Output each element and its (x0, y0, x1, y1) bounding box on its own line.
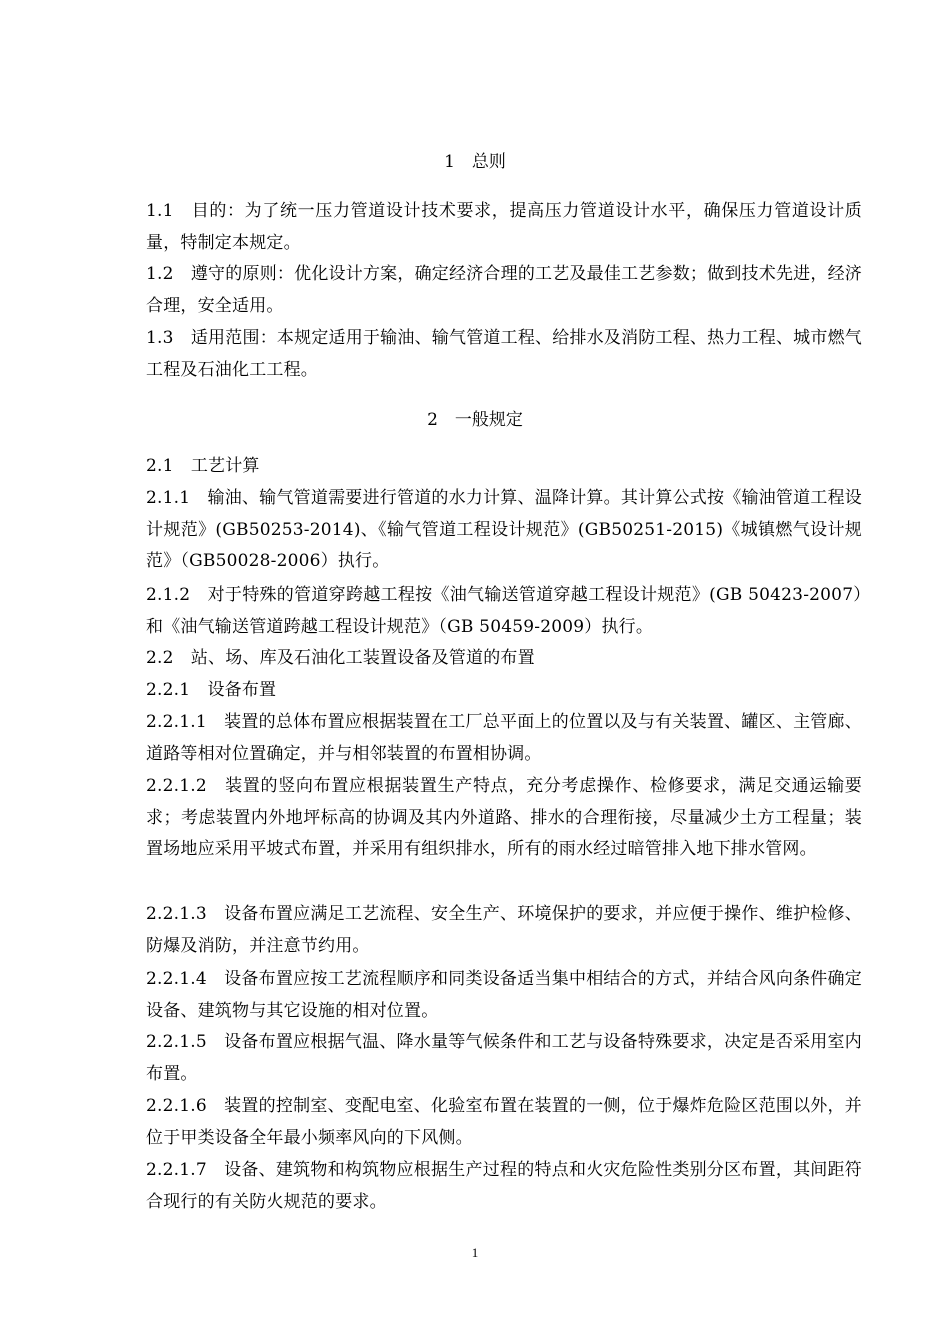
section-2-2-1-4-paragraph: 2.2.1.4 设备布置应按工艺流程顺序和同类设备适当集中相结合的方式，并结合风向条件确定设备、建筑物与其它设施的相对位置。 (146, 969, 862, 1021)
section-2-2-1-6-paragraph: 2.2.1.6 装置的控制室、变配电室、化验室布置在装置的一侧，位于爆炸危险区范围以外，并位于甲类设备全年最小频率风向的下风侧。 (146, 1096, 862, 1148)
page-number: 1 (471, 1245, 479, 1260)
section-2-1-2-paragraph: 2.1.2 对于特殊的管道穿跨越工程按《油气输送管道穿越工程设计规范》(GB 50423-2007）和《油气输送管道跨越工程设计规范》（GB 50459-2009）执行。 (146, 585, 862, 637)
section-2-2-1-7-paragraph: 2.2.1.7 设备、建筑物和构筑物应根据生产过程的特点和火灾危险性类别分区布置，其间距符合现行的有关防火规范的要求。 (146, 1160, 862, 1212)
section-2-2-1-5-paragraph: 2.2.1.5 设备布置应根据气温、降水量等气候条件和工艺与设备特殊要求，决定是否采用室内布置。 (146, 1032, 862, 1084)
section-1-1-paragraph: 1.1 目的：为了统一压力管道设计技术要求，提高压力管道设计水平，确保压力管道设计质量，特制定本规定。 (146, 201, 862, 253)
section-1-2-paragraph: 1.2 遵守的原则：优化设计方案，确定经济合理的工艺及最佳工艺参数；做到技术先进，经济合理，安全适用。 (146, 264, 862, 316)
section-2-1-heading: 2.1 工艺计算 (146, 456, 260, 476)
section-2-2-1-2-paragraph: 2.2.1.2 装置的竖向布置应根据装置生产特点，充分考虑操作、检修要求，满足交通运输要求；考虑装置内外地坪标高的协调及其内外道路、排水的合理衔接，尽量减少土方工程量；装置场地应采用平坡式布置，并采用有组织排水，所有的雨水经过暗管排入地下排水管网。 (146, 776, 862, 860)
section-2-2-heading: 2.2 站、场、库及石油化工装置设备及管道的布置 (146, 648, 535, 668)
section-2-2-1-1-paragraph: 2.2.1.1 装置的总体布置应根据装置在工厂总平面上的位置以及与有关装置、罐区、主管廊、道路等相对位置确定，并与相邻装置的布置相协调。 (146, 712, 862, 764)
section-2-1-1-paragraph: 2.1.1 输油、输气管道需要进行管道的水力计算、温降计算。其计算公式按《输油管道工程设计规范》(GB50253-2014)、《输气管道工程设计规范》(GB50251-2015)《城镇燃气设计规范》（GB50028-2006）执行。 (146, 488, 862, 572)
section-1-3-paragraph: 1.3 适用范围：本规定适用于输油、输气管道工程、给排水及消防工程、热力工程、城市燃气工程及石油化工工程。 (146, 328, 862, 380)
chapter-2-heading: 2 一般规定 (427, 410, 523, 430)
chapter-1-heading: 1 总则 (444, 152, 506, 172)
section-2-2-1-3-paragraph: 2.2.1.3 设备布置应满足工艺流程、安全生产、环境保护的要求，并应便于操作、维护检修、防爆及消防，并注意节约用。 (146, 904, 862, 956)
section-2-2-1-heading: 2.2.1 设备布置 (146, 680, 277, 700)
